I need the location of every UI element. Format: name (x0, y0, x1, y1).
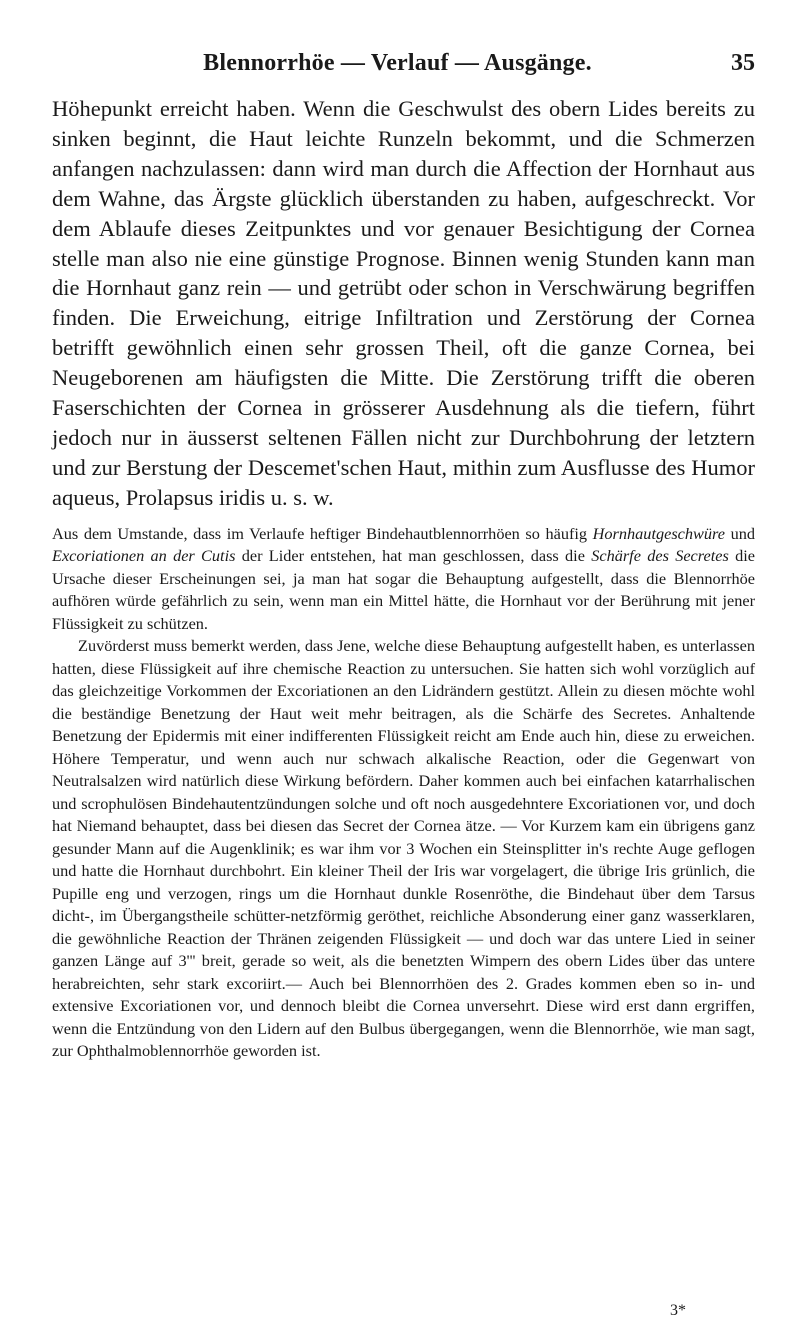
note-paragraph-2: Zuvörderst muss bemerkt werden, dass Jene, welche diese Behauptung aufgestellt haben, es unterlassen hatten, diese Flüssigkeit auf ihre chemische Reaction zu untersuchen. Sie hatten sich wohl vorzüglich auf das gleichzeitige Vorkommen der Excoriationen an den Lidrändern gestützt. Allein zu diesen möchte wohl die beständige Benetzung der Haut weit mehr beitragen, als die Schärfe des Secretes. Anhaltende Benetzung der Epidermis mit einer indifferenten Flüssigkeit reicht am Ende auch hin, diese zu erweichen. Höhere Temperatur, und wenn auch nur schwach alkalische Reaction, oder die Gegenwart von Neutralsalzen wird natürlich diese Wirkung befördern. Daher kommen auch bei einfachen katarrhalischen und scrophulösen Bindehautentzündungen solche und oft noch ausgedehntere Excoriationen vor, und doch hat Niemand behauptet, dass bei diesen das Secret der Cornea ätze. — Vor Kurzem kam ein übrigens ganz gesunder Mann auf die Augenklinik; es war ihm vor 3 Wochen ein Steinsplitter in's rechte Auge geflogen und hatte die Hornhaut durchbohrt. Ein kleiner Theil der Iris war vorgelagert, die übrige Iris grünlich, die Pupille eng und verzogen, rings um die Hornhaut dunkle Rosenröthe, die Bindehaut über dem Tarsus dicht-, im Übergangstheile schütter-netzförmig geröthet, reichliche Absonderung einer ganz wasserklaren, die gewöhnliche Reaction der Thränen zeigenden Flüssigkeit — und doch war das untere Lied in seiner ganzen Länge auf 3''' breit, gerade so weit, als die benetzten Wimpern des obern Lides über das untere herabreichten, sehr stark excoriirt.— Auch bei Blennorrhöen des 2. Grades kommen eben so in- und extensive Excoriationen vor, und dennoch bleibt die Cornea unversehrt. Diese wird erst dann ergriffen, wenn die Entzündung von den Lidern auf den Bulbus übergegangen, wenn die Blennorrhöe, wie man sagt, zur Ophthalmoblennorrhöe geworden ist. (52, 636, 755, 1061)
running-title: Blennorrhöe — Verlauf — Ausgänge. (203, 50, 592, 76)
signature-mark: 3* (670, 1302, 686, 1319)
body-text (52, 94, 755, 1063)
note1-italic-3: Schärfe des Secretes (591, 546, 729, 566)
main-text (52, 94, 755, 513)
note1-text-1: Aus dem Umstande, dass im Verlaufe heftiger Bindehautblennorrhöen so häufig (52, 523, 593, 543)
note1-text-2: und (725, 523, 756, 543)
note1-text-4: die Ursache dieser Erscheinungen sei, ja man hat sogar die Behauptung aufgestellt, dass die Blennorrhöe aufhören würde gefährlich zu sein, wenn man ein Mittel hätte, die Hornhaut vor der Berührung mit jener Flüssigkeit zu schützen. (52, 546, 755, 633)
page-number: 35 (731, 50, 755, 76)
main-paragraph: Höhepunkt erreicht haben. Wenn die Geschwulst des obern Lides bereits zu sinken beginnt, die Haut leichte Runzeln bekommt, und die Schmerzen anfangen nachzulassen: dann wird man durch die Affection der Hornhaut aus dem Wahne, das Ärgste glücklich überstanden zu haben, aufgeschreckt. Vor dem Ablaufe dieses Zeitpunktes und vor genauer Besichtigung der Cornea stelle man also nie eine günstige Prognose. Binnen wenig Stunden kann man die Hornhaut ganz rein — und getrübt oder schon in Verschwärung begriffen finden. Die Erweichung, eitrige Infiltration und Zerstörung der Cornea betrifft gewöhnlich einen sehr grossen Theil, oft die ganze Cornea, bei Neugeborenen am häufigsten die Mitte. Die Zerstörung trifft die oberen Faserschichten der Cornea in grösserer Ausdehnung als die tiefern, führt jedoch nur in äusserst seltenen Fällen nicht zur Durchbohrung der letztern und zur Berstung der Descemet'schen Haut, mithin zum Ausflusse des Humor aqueus, Prolapsus iridis u. s. w. (52, 96, 755, 510)
note1-text-3: der Lider entstehen, hat man geschlossen, dass die (235, 546, 592, 566)
notes-section (52, 523, 755, 1063)
note-paragraph-1 (52, 523, 755, 636)
running-head (40, 50, 755, 84)
note1-italic-1: Hornhautgeschwüre (592, 523, 725, 543)
note1-italic-2: Excoriationen an der Cutis (52, 546, 236, 566)
